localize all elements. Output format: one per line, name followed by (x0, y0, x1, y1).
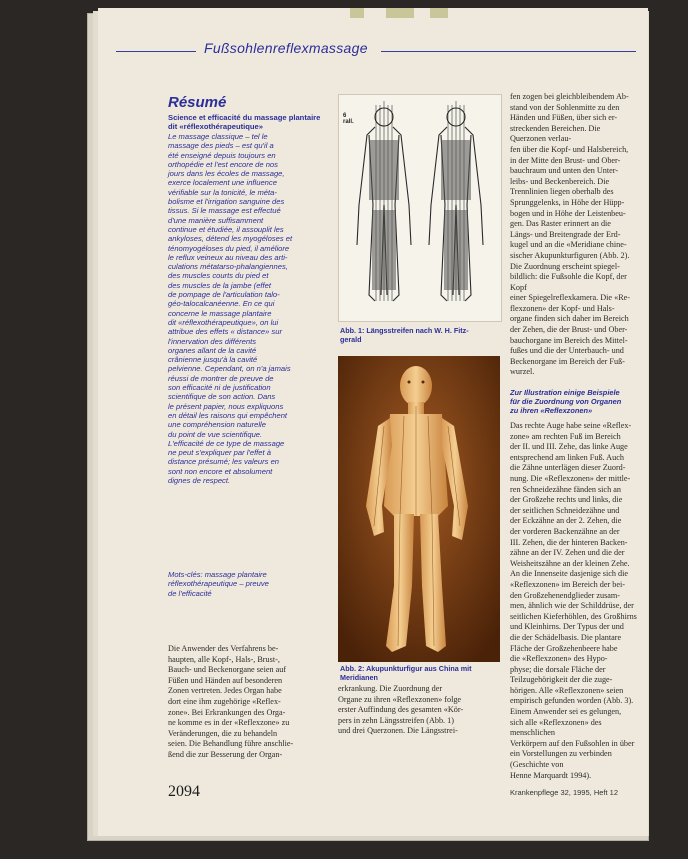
magazine-page (98, 8, 648, 836)
page-tab-marker (430, 8, 448, 18)
figure-acupuncture-photo (338, 356, 500, 662)
resume-text: Le massage classique – tel le massage des pieds – est qu'il a été enseigné depuis toujours en orthopédie et l'est encore de nos jours dans les écoles de massage, exerce localement une influence vérifiable sur la tonicité, le méta- bolisme et l'irrigation sanguine des tissus. Si le massage est effectué d'une manière suffisamment continue et étudiée, il assouplit les ankyloses, détend les myogéloses et ténomyogéloses du pied, il améliore le reflux veineux au niveau des arti- culations métatarso-phalangiennes, des muscles courts du pied et des muscles de la jambe (effet de pompage de l'articulation talo- géo-talocalcanéenne. En ce qui concerne le massage plantaire dit «réflexothérapeutique», on lui attribue des effets « distance» sur l'innervation des différents organes allant de la cavité crânienne jusqu'à la cavité pelvienne. Cependant, on n'a jamais réussi de montrer de preuve de son efficacité ni de justification scientifique de son action. Dans le présent papier, nous expliquons en détail les raisons qui empêchent une compréhension naturelle du point de vue scientifique. L'efficacité de ce type de massage ne peut s'expliquer par l'effet à distance présumé; les valeurs en sont non encore et absolument dignes de respect. (168, 132, 293, 485)
body-text-column1: Die Anwender des Verfahrens be- haupten, alle Kopf-, Hals-, Brust-, Bauch- und Beckenorgane seien auf Füßen und Händen auf besonderen Zonen vertreten. Jedes Organ habe dort eine ihm zugehörige «Reflex- zone». Bei Erkrankungen des Orga- ne komme es in der «Reflexzone» zu Veränderungen, die zu behandeln seien. Die Behandlung führe anschlie- ßend die zur Besserung der Organ- (168, 644, 294, 759)
header-rule-right (381, 51, 636, 52)
body-text-column2: erkrankung. Die Zuordnung der Organe zu ihren «Reflexzonen» folge erster Auffindung des gesamten «Kör- pers in zehn Längsstreifen (Abb. 1) und drei Querzonen. Die Längsstrei- (338, 684, 464, 736)
column3-text-top: fen zogen bei gleichbleibendem Ab- stand von der Sohlenmitte zu den Händen und Füßen, über sich er- streckenden Bereichen. Die Querzonen verlau- fen über die Kopf- und Halsbereich, in der Mitte den Brust- und Ober- bauchraum und unten den Unter- leibs- und Beckenbereich. Die Trennlinien liegen oberhalb des Sprunggelenks, in Höhe der Hüpp- bogen und in Höhe der Leistenbeu- gen. Das Raster erinnert an die Längs- und Breitengrade der Erd- kugel und an die «Meridiane chine- sischer Akupunkturfiguren (Abb. 2). Die Zuordnung erscheint spiegel- bildlich: die Fußsohle die Kopf, der Kopf einer Spiegelreflexkamera. Die «Re- flexzonen» der Kopf- und Hals- organe finden sich daher im Bereich der Zehen, die der Brust- und Ober- bauchorgane im Bereich des Mittel- fußes und die der Unterbauch- und Beckenorgane im Bereich der Fuß- wurzel. (510, 92, 631, 377)
page-tab-marker (350, 8, 364, 18)
figure2-caption: Abb. 2: Akupunkturfigur aus China mit Meridianen (340, 664, 472, 682)
page-number: 2094 (168, 783, 200, 800)
figure-longitudinal-zones (338, 94, 502, 322)
resume-subtitle: Science et efficacité du massage plantaire dit «réflexothérapeutique» (168, 113, 321, 131)
header-rule-left (116, 51, 196, 52)
resume-keywords: Mots-clés: massage plantaire réflexothérapeutique – preuve de l'efficacité (168, 570, 269, 598)
acupuncture-figure-illustration (338, 356, 500, 662)
fitzgerald-zones-illustration (339, 95, 501, 321)
resume-column (168, 94, 328, 485)
running-header (116, 40, 636, 60)
resume-heading: Résumé (168, 94, 227, 111)
body-text-column3 (510, 92, 638, 781)
figure1-caption: Abb. 1: Längsstreifen nach W. H. Fitz- gerald (340, 326, 469, 344)
column3-subheading: Zur Illustration einige Beispiele für die Zuordnung von Organen zu ihren «Reflexzonen» (510, 388, 622, 416)
column3-text-bottom: Das rechte Auge habe seine «Reflex- zone» am rechten Fuß im Bereich der II. und III. Zehe, das linke Auge entsprechend am linken Fuß. Auch die Zähne unterlägen dieser Zuord- nung. Die «Reflexzonen» der mittle- ren Schneidezähne fänden sich an der Großzehe rechts und links, die der seitlichen Schneidezähne und der Eckzähne an der 2. Zehen, die der vorderen Backenzähne an der III. Zehen, die der hinteren Backen- zähne an der IV. Zehen und die der Weisheitszähne an der kleinen Zehe. An die Innenseite dasjenige sich die «Reflexzonen» im Bereich der bei- den Großzehenendglieder zusam- men, ähnlich wie der Schilddrüse, der seitlichen Kieferhöhlen, des Großhirns und Kleinhirns. Der Typus der und die der Schädelbasis. Die plantare Fläche der Großzehenbeere habe die «Reflexzonen» des Hypo- physe; die dorsale Fläche der Teilzugehörigkeit der die zuge- hörigen. Alle «Reflexzonen» seien empirisch gefunden worden (Abb. 3). Einem Anwender sei es gelungen, sich alle «Reflexzonen» des menschlichen Verkörpern auf den Fußsohlen in über ein Vorstellungen zu verbinden (Geschichte von Henne Marquardt 1994). (510, 421, 637, 780)
page-tab-marker (400, 8, 414, 18)
figure-label: 6 rall. (343, 113, 354, 125)
header-title: Fußsohlenreflexmassage (204, 40, 368, 56)
page-tab-marker (386, 8, 400, 18)
journal-footer: Krankenpflege 32, 1995, Heft 12 (510, 788, 618, 797)
